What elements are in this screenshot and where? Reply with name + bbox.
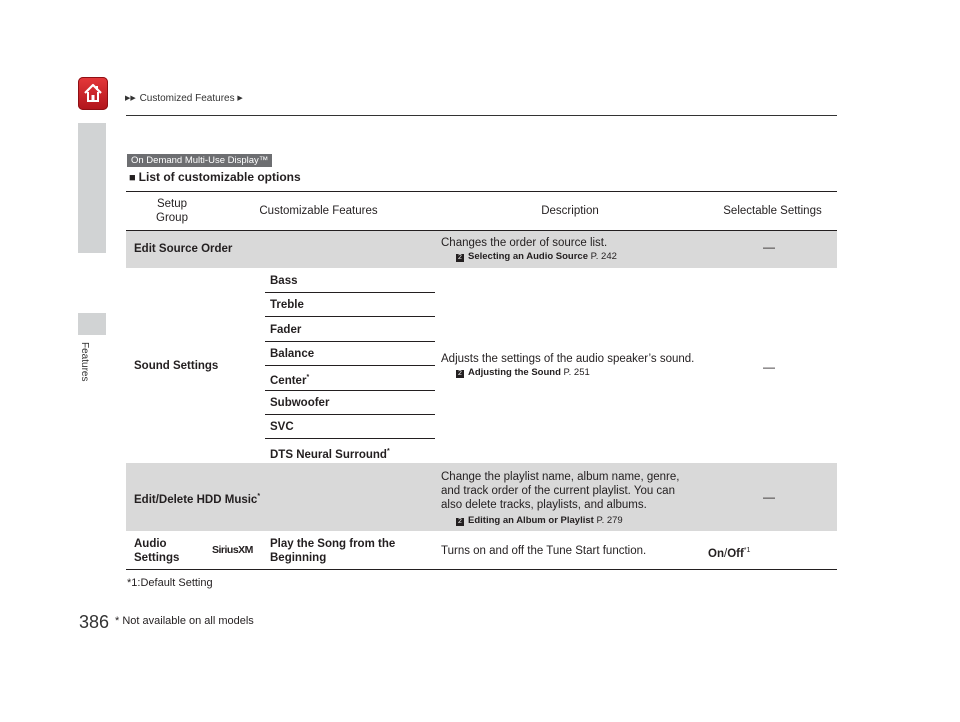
feature-play-line2: Beginning (270, 552, 327, 564)
header-customizable-features: Customizable Features (259, 205, 378, 217)
feature-fader: Fader (270, 324, 302, 336)
feature-dts-neural-surround (270, 445, 390, 462)
feature-divider (265, 341, 435, 342)
settings-on-off (708, 544, 750, 561)
reference-page: P. 251 (560, 367, 590, 378)
group-hdd-music-label: Edit/Delete HDD Music (134, 493, 258, 506)
feature-treble: Treble (270, 299, 304, 311)
group-audio-settings (134, 537, 179, 565)
reference-title: Selecting an Audio Source (468, 251, 589, 262)
description-hdd-line1: Change the playlist name, album name, genre, (441, 471, 680, 483)
reference-page: P. 242 (588, 251, 617, 262)
availability-asterisk: * (257, 493, 261, 500)
availability-asterisk: * (386, 448, 390, 455)
description-sound-settings: Adjusts the settings of the audio speaker’s sound. (441, 353, 695, 365)
table-bottom-rule (126, 569, 837, 570)
footnote-default-setting: *1:Default Setting (127, 577, 213, 589)
header-setup-group-line1: Setup (156, 198, 188, 210)
feature-divider (265, 316, 435, 317)
settings-sound-settings: — (763, 360, 775, 374)
footnote-not-available: * Not available on all models (115, 615, 254, 627)
feature-center-label: Center (270, 374, 307, 387)
feature-balance: Balance (270, 348, 315, 360)
feature-play-line1: Play the Song from the (270, 538, 396, 550)
description-tune-start: Turns on and off the Tune Start function. (441, 545, 647, 557)
home-icon (82, 82, 104, 104)
breadcrumb[interactable] (125, 93, 244, 104)
availability-asterisk: * (306, 374, 310, 381)
description-edit-source-order: Changes the order of source list. (441, 237, 608, 249)
reference-title: Editing an Album or Playlist (468, 515, 594, 526)
section-title-text: List of customizable options (138, 170, 301, 184)
home-button[interactable] (78, 77, 108, 110)
reference-audio-source[interactable] (456, 251, 617, 262)
description-hdd-line2: and track order of the current playlist. You can (441, 485, 675, 497)
group-hdd-music (134, 490, 260, 507)
breadcrumb-end-mark: ▶ (237, 95, 243, 102)
reference-title: Adjusting the Sound (468, 367, 561, 378)
group-audio-line2: Settings (134, 552, 180, 564)
side-section-label: Features (79, 342, 90, 382)
group-edit-source-order: Edit Source Order (134, 243, 233, 255)
feature-bass: Bass (270, 275, 298, 287)
group-audio-line1: Audio (134, 538, 167, 550)
reference-page: P. 279 (593, 515, 623, 526)
bullet-square: ■ (129, 172, 136, 184)
header-setup-group-line2: Group (156, 212, 188, 224)
page-number: 386 (79, 612, 110, 632)
setting-on: On (708, 547, 724, 560)
header-description: Description (541, 205, 599, 217)
side-tab-marker (78, 313, 106, 335)
breadcrumb-marks: ▶▶ (125, 95, 136, 102)
feature-subwoofer: Subwoofer (270, 397, 330, 409)
siriusxm-badge: SiriusXM (212, 544, 253, 556)
side-tab-block (78, 123, 106, 253)
reference-arrow-icon: 2 (456, 370, 464, 378)
reference-editing-album[interactable] (456, 515, 623, 526)
feature-divider (265, 438, 435, 439)
default-marker: *1 (743, 547, 751, 554)
feature-play-song-beginning (270, 537, 395, 565)
setting-off: Off (727, 547, 744, 560)
feature-divider (265, 390, 435, 391)
header-divider (126, 115, 837, 116)
feature-divider (265, 414, 435, 415)
reference-adjusting-sound[interactable] (456, 367, 590, 378)
feature-divider (265, 292, 435, 293)
feature-divider (265, 365, 435, 366)
table-top-rule (126, 191, 837, 192)
section-title (129, 170, 301, 184)
settings-hdd-music: — (763, 490, 775, 504)
group-sound-settings: Sound Settings (134, 360, 219, 372)
description-hdd-line3: also delete tracks, playlists, and albums. (441, 499, 647, 511)
setting-separator: / (723, 547, 728, 560)
breadcrumb-link[interactable]: Customized Features (139, 93, 235, 104)
feature-svc: SVC (270, 421, 294, 433)
feature-dts-label: DTS Neural Surround (270, 448, 387, 461)
section-tag: On Demand Multi-Use Display™ (127, 154, 272, 167)
reference-arrow-icon: 2 (456, 254, 464, 262)
header-setup-group (126, 197, 218, 225)
settings-edit-source-order: — (763, 240, 775, 254)
reference-arrow-icon: 2 (456, 518, 464, 526)
description-hdd-music (441, 470, 679, 512)
header-selectable-settings: Selectable Settings (723, 205, 822, 217)
feature-center (270, 371, 309, 388)
